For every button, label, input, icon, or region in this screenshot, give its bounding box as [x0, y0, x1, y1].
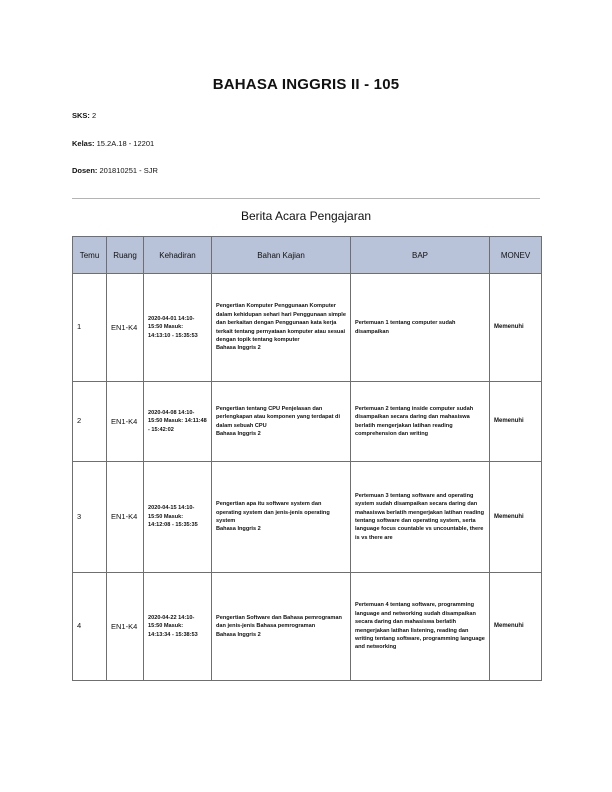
cell-bap: Pertemuan 1 tentang computer sudah disampaikan	[351, 274, 490, 382]
dosen-value: 201810251 - SJR	[99, 166, 158, 175]
header-monev: MONEV	[490, 237, 542, 274]
header-kehadiran: Kehadiran	[144, 237, 212, 274]
table-row	[73, 573, 542, 681]
bahan-kajian-course: Bahasa Inggris 2	[216, 430, 261, 437]
cell-bap: Pertemuan 4 tentang software, programming language and networking sudah disampaikan secara daring dan mahasiswa berlatih mengerjakan latihan listening, reading dan writing tentang software, programming language and networking	[351, 573, 490, 681]
cell-ruang: EN1-K4	[107, 573, 144, 681]
header-ruang: Ruang	[107, 237, 144, 274]
kelas-line	[72, 139, 154, 148]
dosen-line	[72, 166, 158, 175]
cell-monev: Memenuhi	[490, 462, 542, 573]
bahan-kajian-text: Pengertian Software dan Bahasa pemrograman dan jenis-jenis Bahasa pemrograman	[216, 614, 342, 630]
cell-temu: 1	[73, 274, 107, 382]
header-bap: BAP	[351, 237, 490, 274]
cell-temu: 4	[73, 573, 107, 681]
header-temu: Temu	[73, 237, 107, 274]
bahan-kajian-course: Bahasa Inggris 2	[216, 345, 261, 352]
table-header-row	[73, 237, 542, 274]
cell-bahan-kajian	[212, 274, 351, 382]
cell-bap: Pertemuan 3 tentang software and operating system sudah disampaikan secara daring dan mahasiswa berlatih mengerjakan latihan reading tentang software dan operating system, serta language focus countable vs uncountable, there is vs there are	[351, 462, 490, 573]
teaching-log-table	[72, 236, 542, 681]
bahan-kajian-course: Bahasa Inggris 2	[216, 526, 261, 533]
bahan-kajian-text: Pengertian apa itu software system dan operating system dan jenis-jenis operating system	[216, 501, 330, 524]
table-row	[73, 274, 542, 382]
section-title: Berita Acara Pengajaran	[240, 209, 372, 223]
header-bahan-kajian: Bahan Kajian	[212, 237, 351, 274]
bahan-kajian-text: Pengertian Komputer Penggunaan Komputer dalam kehidupan sehari hari Penggunaan simple dan berkaitan dengan Penggunaan kata kerja terkait tentang pernyataan komputer atau sesuai dengan topik tentang komputer	[216, 303, 346, 343]
bahan-kajian-text: Pengertian tentang CPU Penjelasan dan perlengkapan atau komponen yang terdapat di dalam sebuah CPU	[216, 405, 341, 429]
course-title: BAHASA INGGRIS II - 105	[212, 76, 400, 93]
table-row	[73, 382, 542, 462]
cell-temu: 3	[73, 462, 107, 573]
cell-bahan-kajian	[212, 382, 351, 462]
kelas-label: Kelas:	[72, 139, 95, 148]
section-divider	[72, 198, 540, 199]
cell-kehadiran: 2020-04-08 14:10-15:50 Masuk: 14:11:48 - 15:42:02	[144, 382, 212, 462]
cell-bahan-kajian	[212, 573, 351, 681]
cell-monev: Memenuhi	[490, 274, 542, 382]
cell-monev: Memenuhi	[490, 382, 542, 462]
bahan-kajian-course: Bahasa Inggris 2	[216, 631, 261, 638]
sks-label: SKS:	[72, 111, 90, 120]
cell-kehadiran: 2020-04-01 14:10-15:50 Masuk: 14:13:10 - 15:35:53	[144, 274, 212, 382]
cell-ruang: EN1-K4	[107, 274, 144, 382]
cell-temu: 2	[73, 382, 107, 462]
cell-ruang: EN1-K4	[107, 462, 144, 573]
cell-monev: Memenuhi	[490, 573, 542, 681]
table-row	[73, 462, 542, 573]
kelas-value: 15.2A.18 - 12201	[96, 139, 155, 148]
cell-kehadiran: 2020-04-15 14:10-15:50 Masuk: 14:12:08 - 15:35:35	[144, 462, 212, 573]
cell-bahan-kajian	[212, 462, 351, 573]
dosen-label: Dosen:	[72, 166, 98, 175]
cell-ruang: EN1-K4	[107, 382, 144, 462]
cell-bap: Pertemuan 2 tentang inside computer sudah disampaikan secara daring dan mahasiswa berlatih mengerjakan latihan reading comprehension dan writing	[351, 382, 490, 462]
sks-line	[72, 111, 96, 120]
cell-kehadiran: 2020-04-22 14:10-15:50 Masuk: 14:13:34 - 15:38:53	[144, 573, 212, 681]
sks-value: 2	[92, 111, 97, 120]
